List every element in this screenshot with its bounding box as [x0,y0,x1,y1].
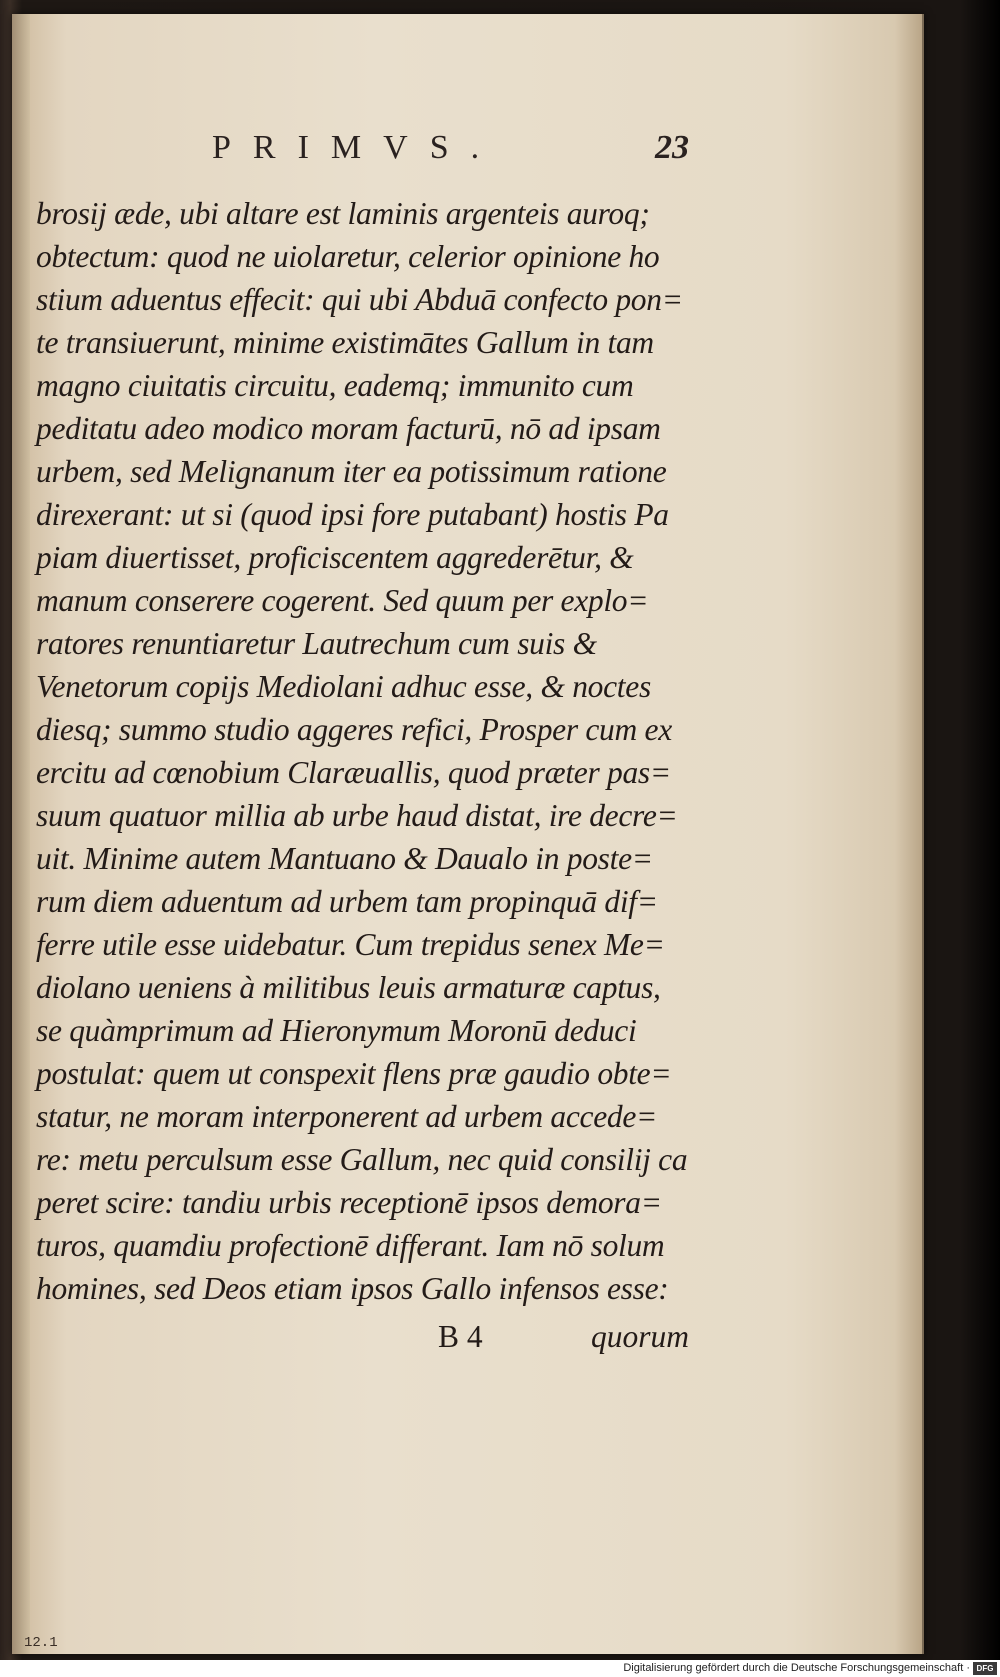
text-line: diolano ueniens à militibus leuis armaturæ captus, [36,970,661,1005]
text-line: rum diem aduentum ad urbem tam propinquā dif= [36,884,658,919]
text-line: suum quatuor millia ab urbe haud distat, ire decre= [36,798,678,833]
margin-mark: 12.1 [24,1635,58,1651]
text-line: stium aduentus effecit: qui ubi Abduā confecto pon= [36,282,683,317]
page-footer-line [36,1319,696,1362]
signature-mark: B 4 [438,1319,483,1354]
text-line: ercitu ad cœnobium Claræuallis, quod præter pas= [36,755,671,790]
text-line: magno ciuitatis circuitu, eademq; immunito cum [36,368,634,403]
text-line: manum conserere cogerent. Sed quum per explo= [36,583,649,618]
book-page [12,14,924,1654]
text-line: uit. Minime autem Mantuano & Daualo in poste= [36,841,653,876]
text-line: statur, ne moram interponerent ad urbem accede= [36,1099,658,1134]
dfg-logo-icon: DFG [973,1662,997,1675]
footer-bar [0,1660,1000,1677]
catchword: quorum [591,1319,690,1354]
text-line: obtectum: quod ne uiolaretur, celerior opinione ho [36,239,660,274]
page-number: 23 [655,129,689,166]
text-line: ferre utile esse uidebatur. Cum trepidus senex Me= [36,927,665,962]
page-gutter [12,14,30,1654]
text-line: Venetorum copijs Mediolani adhuc esse, & noctes [36,669,651,704]
text-line: ratores renuntiaretur Lautrechum cum suis & [36,626,597,661]
body-text [36,192,706,1310]
text-line: turos, quamdiu profectionē differant. Iam nō solum [36,1228,665,1263]
text-line: urbem, sed Melignanum iter ea potissimum ratione [36,454,667,489]
text-line: diesq; summo studio aggeres refici, Prosper cum ex [36,712,672,747]
text-line: re: metu perculsum esse Gallum, nec quid consilij ca [36,1142,688,1177]
text-line: postulat: quem ut conspexit flens præ gaudio obte= [36,1056,672,1091]
funding-credit: Digitalisierung gefördert durch die Deutsche Forschungsgemeinschaft · [623,1662,970,1674]
text-line: direxerant: ut si (quod ipsi fore putabant) hostis Pa [36,497,669,532]
text-line: homines, sed Deos etiam ipsos Gallo infensos esse: [36,1271,669,1306]
text-line: piam diuertisset, proficiscentem aggrederētur, & [36,540,634,575]
running-head: PRIMVS. [212,129,502,166]
text-line: peret scire: tandiu urbis receptionē ipsos demora= [36,1185,662,1220]
text-line: peditatu adeo modico moram facturū, nō ad ipsam [36,411,661,446]
text-line: brosij æde, ubi altare est laminis argenteis auroq; [36,196,650,231]
text-line: se quàmprimum ad Hieronymum Moronū deduci [36,1013,637,1048]
text-line: te transiuerunt, minime existimātes Gallum in tam [36,325,654,360]
